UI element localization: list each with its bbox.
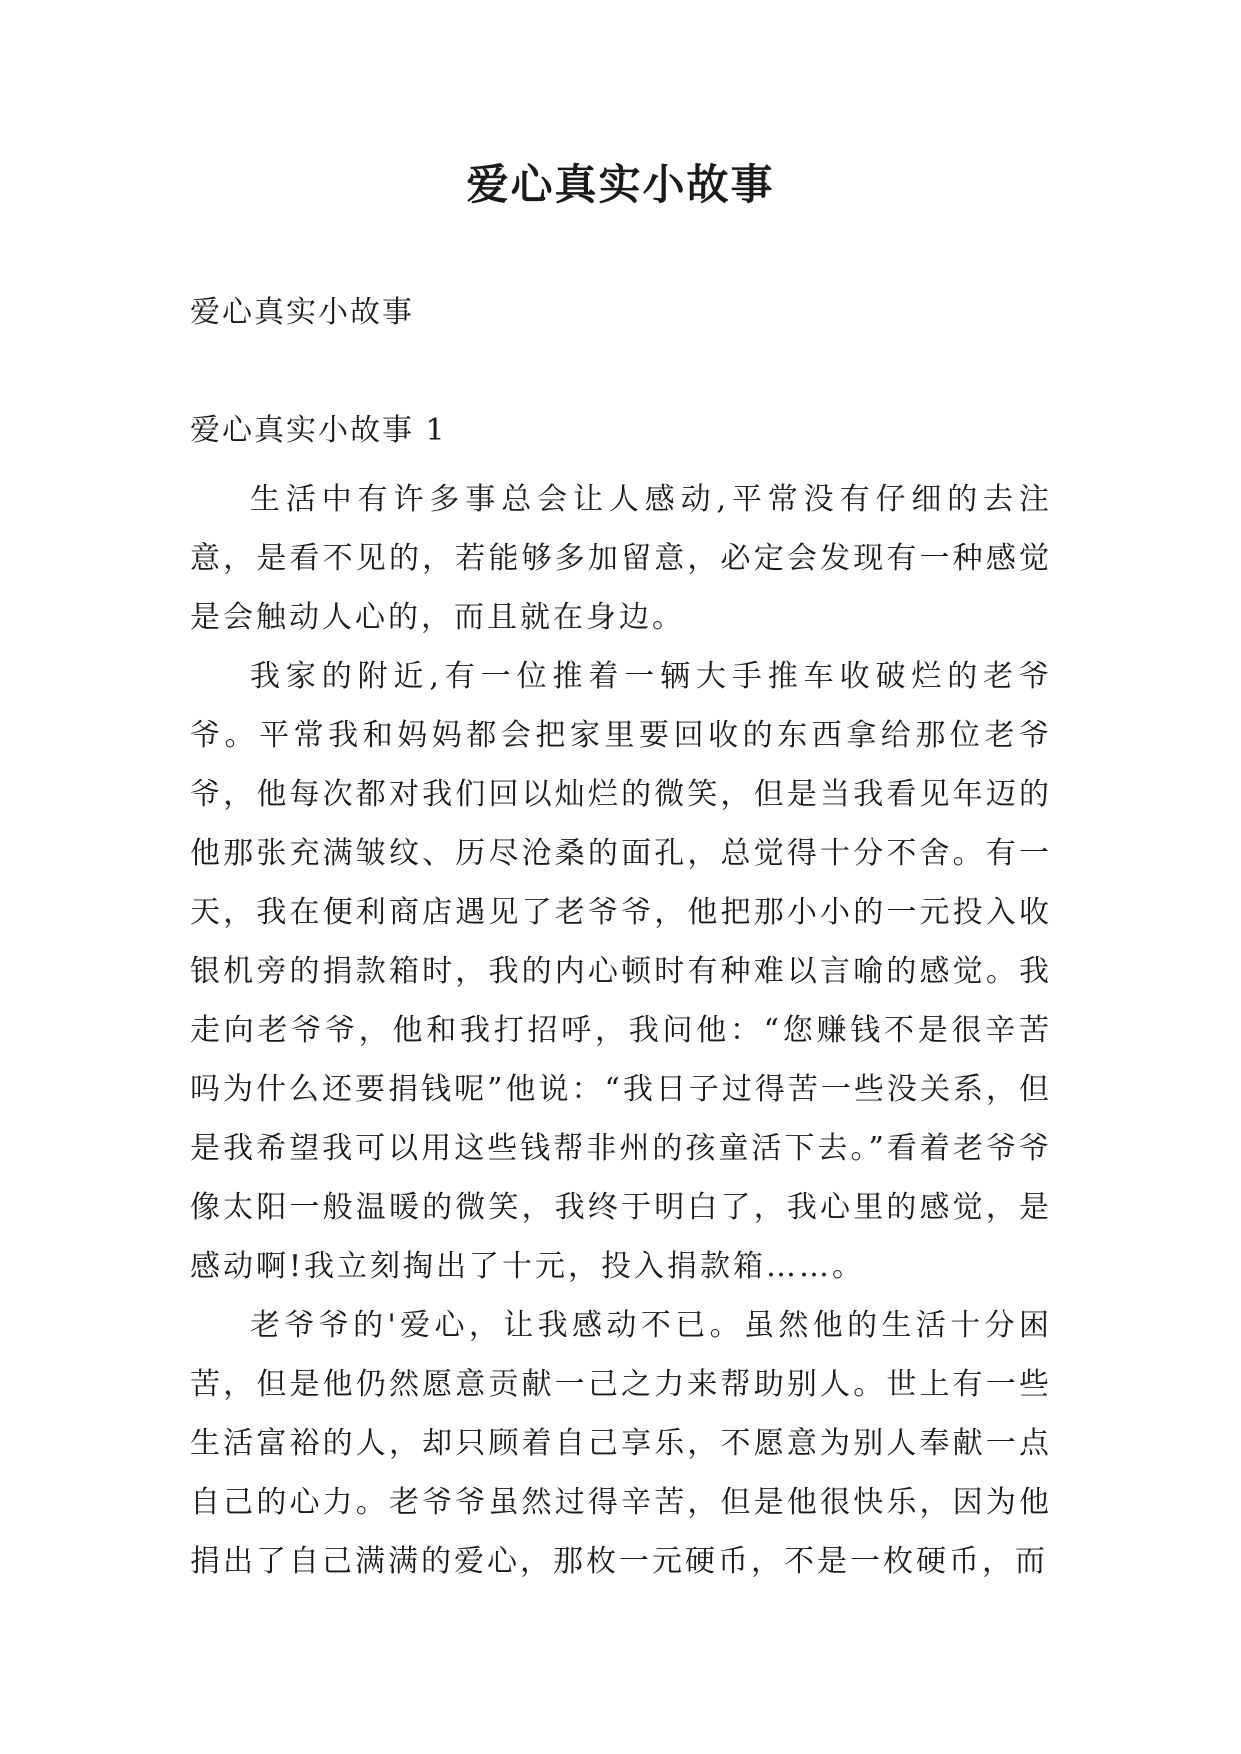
- page-title: 爱心真实小故事: [466, 160, 775, 209]
- paragraph-1: 生活中有许多事总会让人感动,平常没有仔细的去注意，是看不见的，若能够多加留意，必定会发现有一种感觉是会触动人心的，而且就在身边。: [190, 482, 1052, 635]
- section-heading: 爱心真实小故事 1: [190, 413, 447, 448]
- paragraph-3: 老爷爷的'爱心，让我感动不已。虽然他的生活十分困苦，但是他仍然愿意贡献一己之力来帮助别人。世上有一些生活富裕的人，却只顾着自己享乐，不愿意为别人奉献一点自己的心力。老爷爷虽然过得辛苦，但是他很快乐，因为他捐出了自己满满的爱心，那枚一元硬币，不是一枚硬币，而: [190, 1308, 1052, 1579]
- story-body: [190, 470, 1052, 1591]
- paragraph-2: 我家的附近,有一位推着一辆大手推车收破烂的老爷爷。平常我和妈妈都会把家里要回收的东西拿给那位老爷爷，他每次都对我们回以灿烂的微笑，但是当我看见年迈的他那张充满皱纹、历尽沧桑的面孔，总觉得十分不舍。有一天，我在便利商店遇见了老爷爷，他把那小小的一元投入收银机旁的捐款箱时，我的内心顿时有种难以言喻的感觉。我走向老爷爷，他和我打招呼，我问他：“您赚钱不是很辛苦吗为什么还要捐钱呢”他说：“我日子过得苦一些没关系，但是我希望我可以用这些钱帮非州的孩童活下去。”看着老爷爷像太阳一般温暖的微笑，我终于明白了，我心里的感觉，是感动啊!我立刻掏出了十元，投入捐款箱……。: [190, 659, 1052, 1284]
- document-subtitle: 爱心真实小故事: [190, 295, 414, 330]
